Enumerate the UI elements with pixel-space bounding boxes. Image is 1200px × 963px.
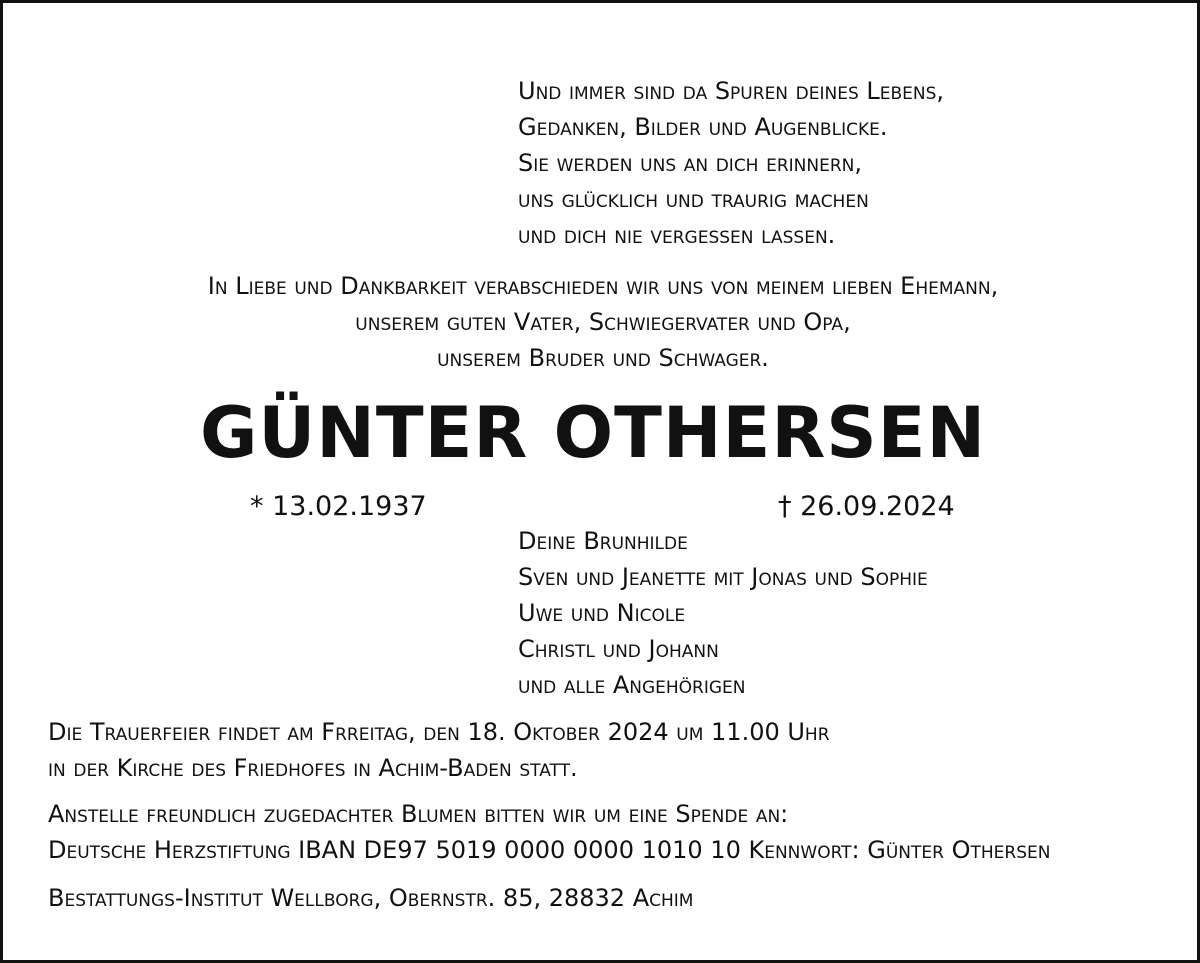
mourners-list — [518, 523, 928, 703]
donation-line: Anstelle freundlich zugedachter Blumen bitten wir um eine Spende an: — [48, 800, 789, 828]
farewell-line: unserem guten Vater, Schwiegervater und Opa, — [355, 308, 851, 336]
birth-date: * 13.02.1937 — [250, 491, 427, 522]
deceased-name: GÜNTER OTHERSEN — [199, 392, 987, 474]
donation-info — [48, 796, 1050, 868]
poem-line: Sie werden uns an dich erinnern, — [518, 149, 862, 177]
ceremony-info — [48, 714, 830, 786]
mourner: Christl und Johann — [518, 635, 719, 663]
ceremony-line: Die Trauerfeier findet am Frreitag, den 18. Oktober 2024 um 11.00 Uhr — [48, 718, 830, 746]
farewell-line: In Liebe und Dankbarkeit verabschieden wir uns von meinem lieben Ehemann, — [207, 272, 999, 300]
mourner: Sven und Jeanette mit Jonas und Sophie — [518, 563, 928, 591]
donation-line: Deutsche Herzstiftung IBAN DE97 5019 0000 0000 1010 10 Kennwort: Günter Othersen — [48, 836, 1051, 864]
poem-line: Und immer sind da Spuren deines Lebens, — [518, 77, 945, 105]
death-date: † 26.09.2024 — [778, 491, 955, 522]
poem-line: und dich nie vergessen lassen. — [518, 221, 836, 249]
poem-line: uns glücklich und traurig machen — [518, 185, 869, 213]
mourner: und alle Angehörigen — [518, 671, 746, 699]
mourner: Uwe und Nicole — [518, 599, 686, 627]
poem — [518, 73, 944, 253]
mourner: Deine Brunhilde — [518, 527, 688, 555]
funeral-home: Bestattungs-Institut Wellborg, Obernstr. 85, 28832 Achim — [48, 884, 694, 912]
poem-line: Gedanken, Bilder und Augenblicke. — [518, 113, 888, 141]
farewell-text — [3, 268, 1200, 376]
farewell-line: unserem Bruder und Schwager. — [437, 344, 769, 372]
ceremony-line: in der Kirche des Friedhofes in Achim-Baden statt. — [48, 754, 578, 782]
